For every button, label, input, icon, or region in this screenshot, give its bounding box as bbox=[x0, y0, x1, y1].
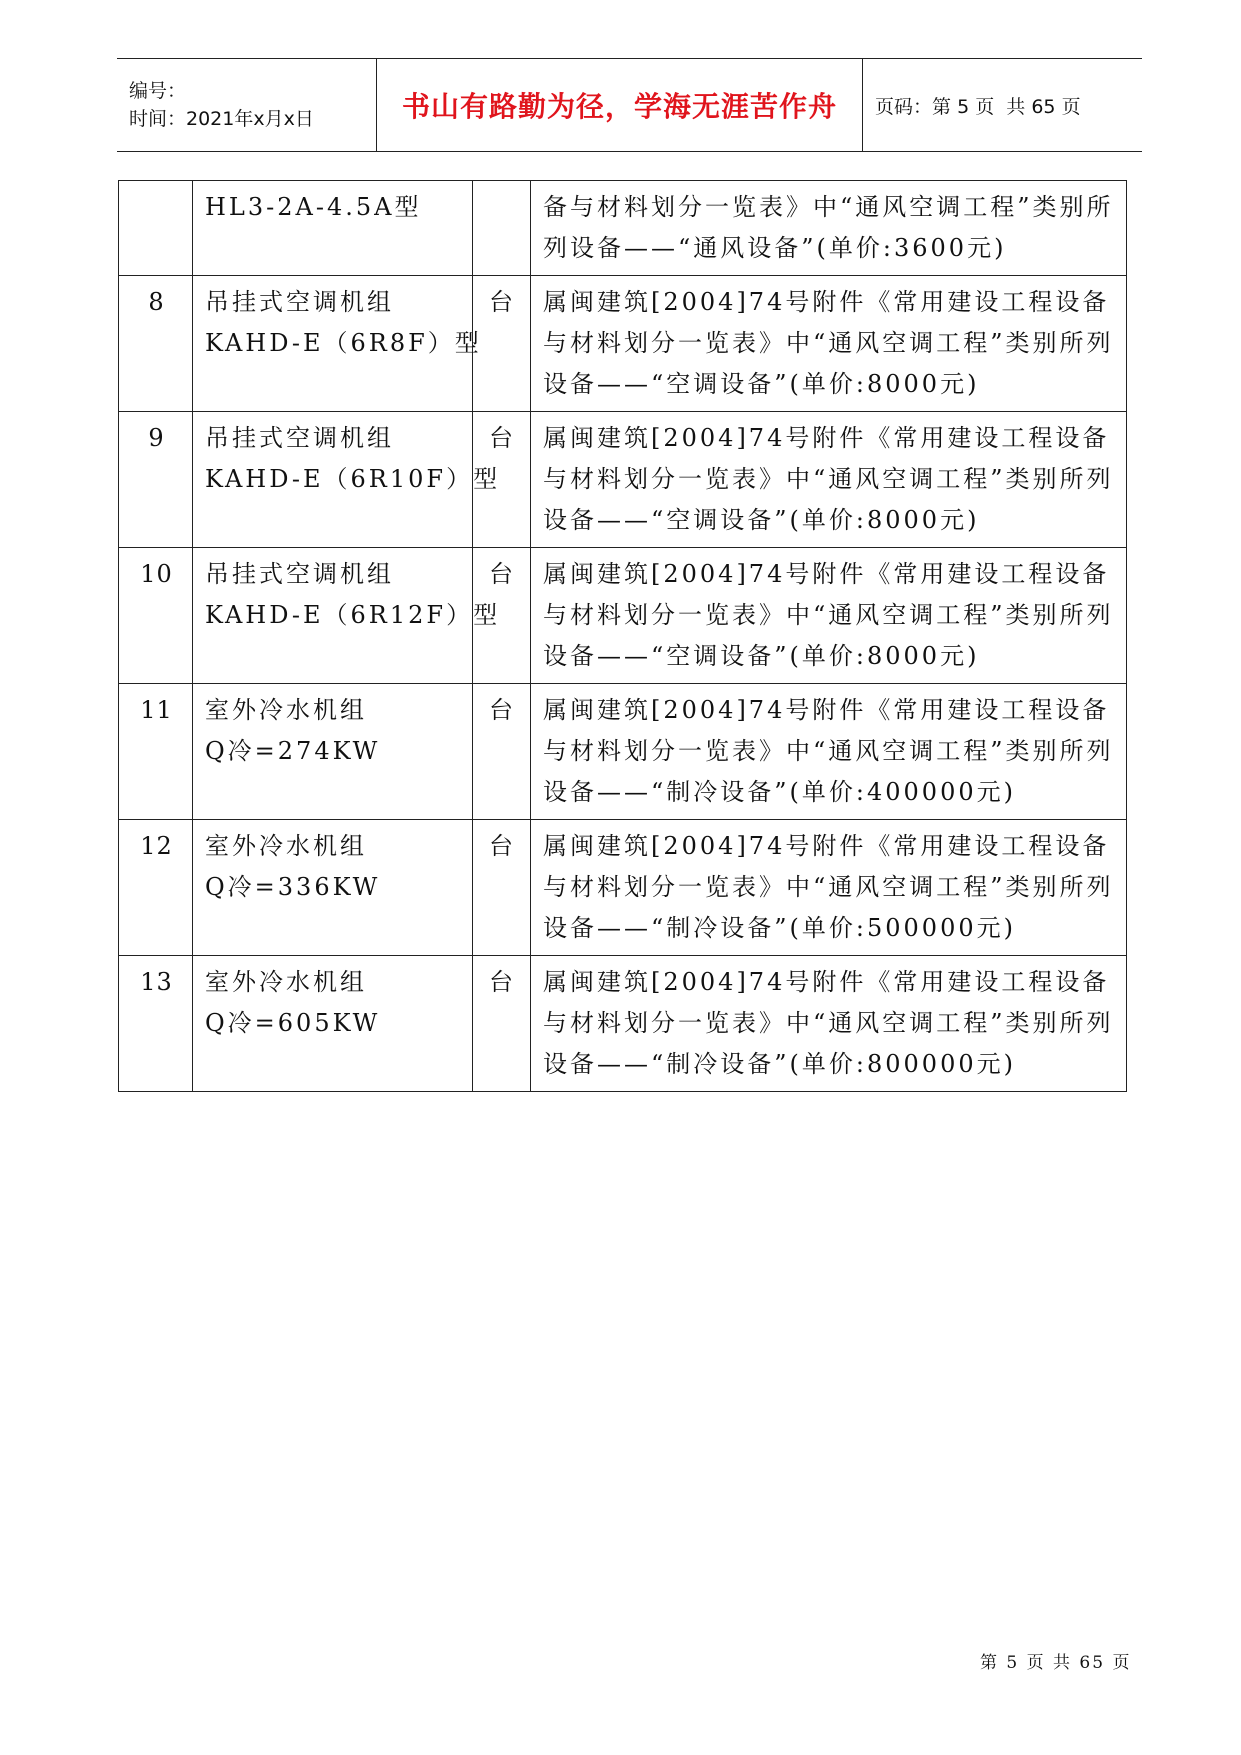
row-number: 13 bbox=[119, 956, 193, 1092]
equipment-name-line: 室外冷水机组 bbox=[205, 832, 367, 860]
equipment-name-cell bbox=[193, 548, 501, 684]
description-cell: 属闽建筑[2004]74号附件《常用建设工程设备与材料划分一览表》中“通风空调工程”类别所列设备——“空调设备”(单价:8000元) bbox=[531, 548, 1127, 684]
description-cell: 属闽建筑[2004]74号附件《常用建设工程设备与材料划分一览表》中“通风空调工程”类别所列设备——“空调设备”(单价:8000元) bbox=[531, 412, 1127, 548]
row-number: 9 bbox=[119, 412, 193, 548]
equipment-name-cell bbox=[193, 276, 482, 412]
equipment-name-line: HL3-2A-4.5A型 bbox=[205, 193, 422, 221]
equipment-name-cell bbox=[193, 181, 473, 276]
table-row bbox=[119, 412, 1127, 548]
equipment-name-line: 吊挂式空调机组 bbox=[205, 560, 394, 588]
description-cell: 属闽建筑[2004]74号附件《常用建设工程设备与材料划分一览表》中“通风空调工程”类别所列设备——“空调设备”(单价:8000元) bbox=[531, 276, 1127, 412]
page-suffix: 页 bbox=[1061, 95, 1081, 118]
unit-cell: 台 bbox=[473, 820, 531, 956]
page-indicator bbox=[875, 92, 1142, 119]
description-cell: 属闽建筑[2004]74号附件《常用建设工程设备与材料划分一览表》中“通风空调工程”类别所列设备——“制冷设备”(单价:500000元) bbox=[531, 820, 1127, 956]
header-info bbox=[117, 59, 377, 151]
row-number bbox=[119, 181, 193, 276]
equipment-table-body bbox=[119, 181, 1127, 1092]
equipment-name-cell bbox=[193, 956, 473, 1092]
page-mid: 页 共 bbox=[975, 95, 1026, 118]
table-row bbox=[119, 276, 1127, 412]
number-label: 编号： bbox=[129, 80, 187, 102]
unit-cell bbox=[473, 181, 531, 276]
time-label: 时间：2021年x月x日 bbox=[129, 108, 314, 130]
page-header bbox=[117, 58, 1142, 152]
description-cell: 备与材料划分一览表》中“通风空调工程”类别所列设备——“通风设备”(单价:3600元) bbox=[531, 181, 1127, 276]
table-row bbox=[119, 181, 1127, 276]
unit-cell: 台 bbox=[473, 548, 531, 684]
equipment-name-line: KAHD-E（6R10F）型 bbox=[205, 465, 501, 493]
table-row bbox=[119, 548, 1127, 684]
motto: 书山有路勤为径，学海无涯苦作舟 bbox=[401, 90, 837, 123]
table-row bbox=[119, 820, 1127, 956]
equipment-name-line: 室外冷水机组 bbox=[205, 968, 367, 996]
equipment-name-cell bbox=[193, 684, 473, 820]
equipment-name-line: 室外冷水机组 bbox=[205, 696, 367, 724]
description-cell: 属闽建筑[2004]74号附件《常用建设工程设备与材料划分一览表》中“通风空调工程”类别所列设备——“制冷设备”(单价:800000元) bbox=[531, 956, 1127, 1092]
equipment-table bbox=[118, 180, 1127, 1092]
equipment-name-cell bbox=[193, 820, 473, 956]
equipment-name-line: Q冷=336KW bbox=[205, 873, 381, 901]
row-number: 12 bbox=[119, 820, 193, 956]
unit-cell: 台 bbox=[473, 276, 531, 412]
header-page-info bbox=[863, 59, 1142, 151]
table-row bbox=[119, 684, 1127, 820]
unit-cell: 台 bbox=[473, 956, 531, 1092]
equipment-name-line: KAHD-E（6R12F）型 bbox=[205, 601, 501, 629]
equipment-name-line: Q冷=274KW bbox=[205, 737, 381, 765]
row-number: 8 bbox=[119, 276, 193, 412]
page-current: 5 bbox=[957, 95, 970, 118]
page-prefix: 页码：第 bbox=[875, 95, 952, 118]
header-motto-cell bbox=[377, 59, 863, 151]
equipment-name-line: KAHD-E（6R8F）型 bbox=[205, 329, 482, 357]
row-number: 11 bbox=[119, 684, 193, 820]
row-number: 10 bbox=[119, 548, 193, 684]
equipment-name-line: Q冷=605KW bbox=[205, 1009, 381, 1037]
unit-cell: 台 bbox=[473, 684, 531, 820]
equipment-name-line: 吊挂式空调机组 bbox=[205, 424, 394, 452]
description-cell: 属闽建筑[2004]74号附件《常用建设工程设备与材料划分一览表》中“通风空调工程”类别所列设备——“制冷设备”(单价:400000元) bbox=[531, 684, 1127, 820]
page-footer: 第 5 页 共 65 页 bbox=[980, 1653, 1132, 1673]
unit-cell: 台 bbox=[473, 412, 531, 548]
equipment-name-line: 吊挂式空调机组 bbox=[205, 288, 394, 316]
equipment-name-cell bbox=[193, 412, 501, 548]
table-row bbox=[119, 956, 1127, 1092]
page-total: 65 bbox=[1031, 95, 1056, 118]
